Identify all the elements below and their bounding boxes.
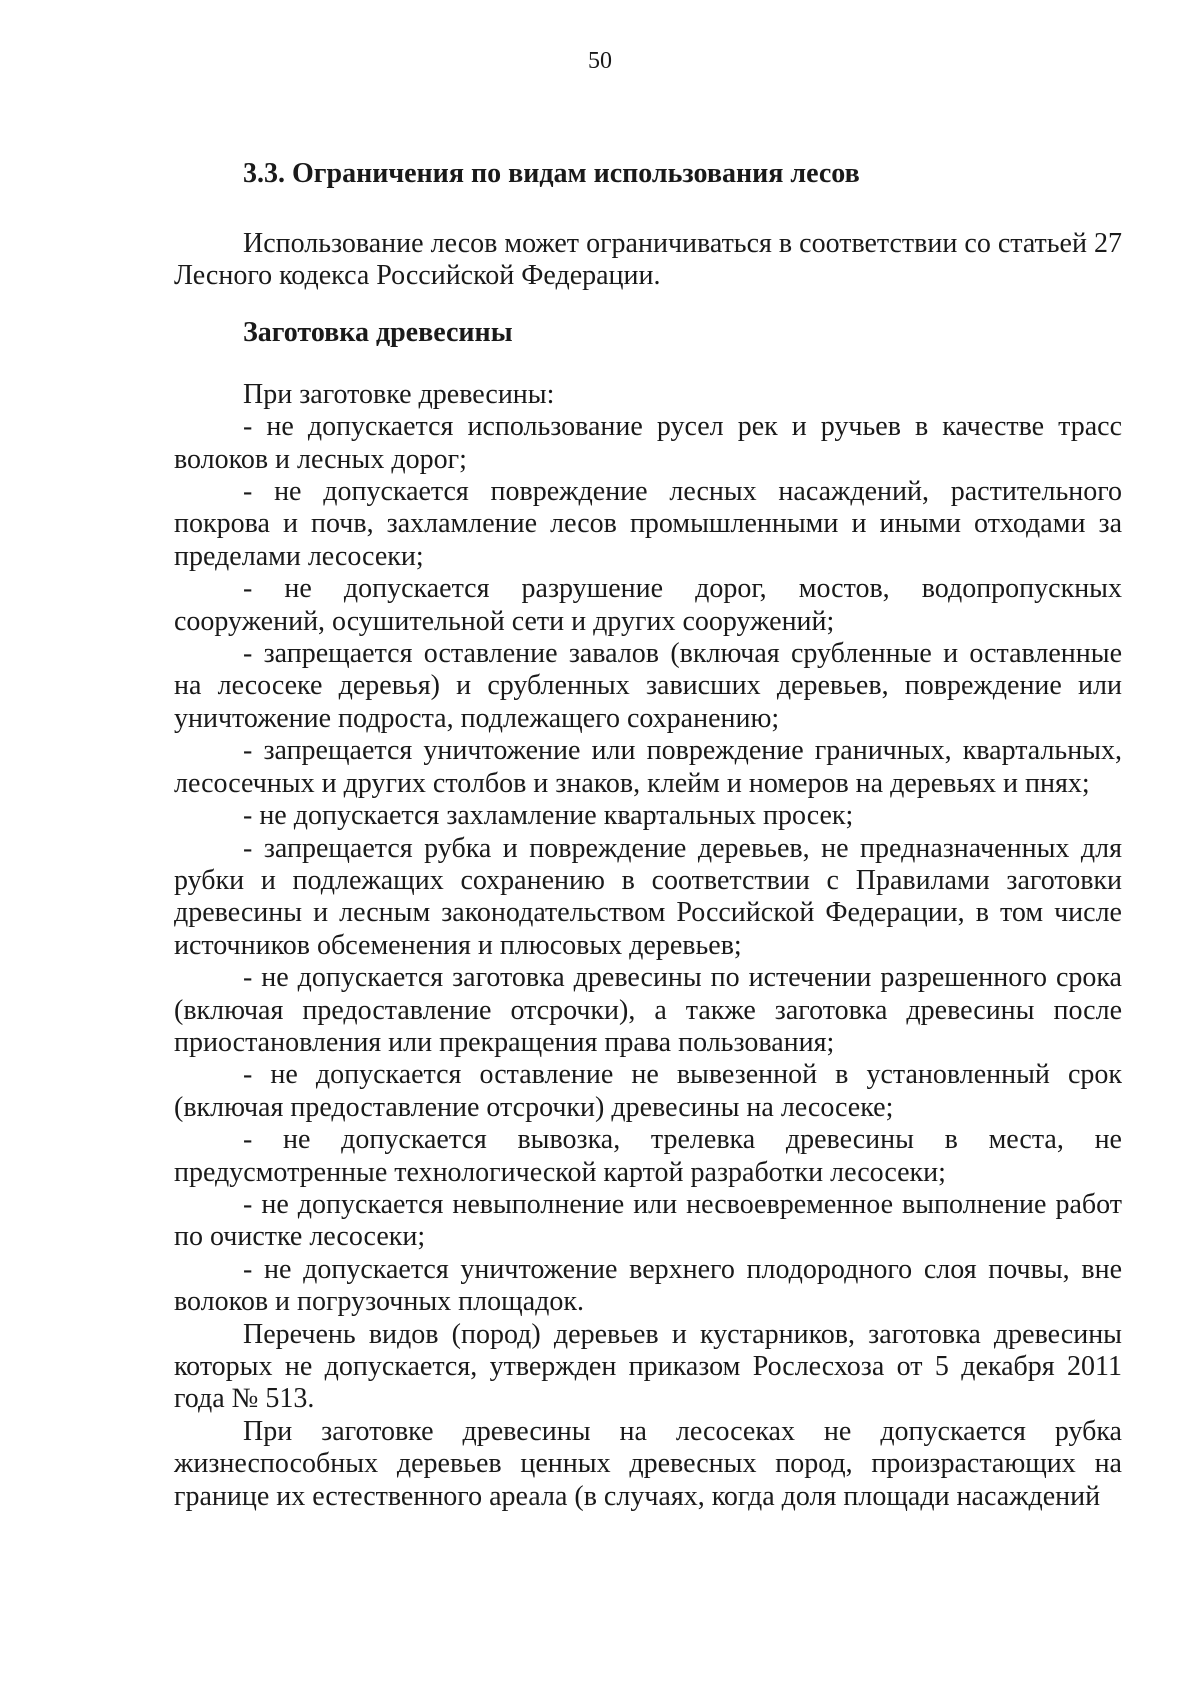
list-item: - не допускается уничтожение верхнего плодородного слоя почвы, вне волоков и погрузочных площадок. xyxy=(174,1253,1122,1318)
list-item: - запрещается уничтожение или повреждение граничных, квартальных, лесосечных и других столбов и знаков, клейм и номеров на деревьях и пнях; xyxy=(174,735,1122,799)
list-item: - не допускается разрушение дорог, мостов, водопропускных сооружений, осушительной сети и других сооружений; xyxy=(174,573,1122,637)
list-item: - не допускается вывозка, трелевка древесины в места, не предусмотренные технологической картой разработки лесосеки; xyxy=(174,1124,1122,1188)
list-item: - не допускается повреждение лесных насаждений, растительного покрова и почв, захламление лесов промышленными и иными отходами за пределами лесосеки; xyxy=(174,476,1122,572)
list-item: - запрещается оставление завалов (включая срубленные и оставленные на лесосеке деревья) и срубленных зависших деревьев, повреждение или уничтожение подроста, подлежащего сохранению; xyxy=(174,638,1122,734)
closing-paragraph: При заготовке древесины на лесосеках не допускается рубка жизнеспособных деревьев ценных древесных пород, произрастающих на границе их естественного ареала (в случаях, когда доля площади насаждений xyxy=(174,1415,1122,1512)
page-number: 50 xyxy=(588,48,612,74)
closing-paragraph: Перечень видов (пород) деревьев и кустарников, заготовка древесины которых не допускается, утвержден приказом Рослесхоза от 5 декабря 2011 года № 513. xyxy=(174,1318,1122,1415)
restrictions-list xyxy=(174,411,1122,1318)
page-content xyxy=(174,158,1122,1513)
list-item: - не допускается захламление квартальных просек; xyxy=(243,800,854,832)
list-item: - не допускается использование русел рек и ручьев в качестве трасс волоков и лесных дорог; xyxy=(174,411,1122,475)
lead-paragraph: При заготовке древесины: xyxy=(243,378,555,410)
list-item: - запрещается рубка и повреждение деревьев, не предназначенных для рубки и подлежащих сохранению в соответствии с Правилами заготовки древесины и лесным законодательством Российской Федерации, в том числе источников обсеменения и плюсовых деревьев; xyxy=(174,832,1122,961)
subsection-title: Заготовка древесины xyxy=(243,316,513,348)
list-item: - не допускается заготовка древесины по истечении разрешенного срока (включая предоставление отсрочки), а также заготовка древесины после приостановления или прекращения права пользования; xyxy=(174,962,1122,1058)
list-item: - не допускается невыполнение или несвоевременное выполнение работ по очистке лесосеки; xyxy=(174,1188,1122,1253)
list-item: - не допускается оставление не вывезенной в установленный срок (включая предоставление отсрочки) древесины на лесосеке; xyxy=(174,1059,1122,1123)
section-title: 3.3. Ограничения по видам использования лесов xyxy=(243,158,860,189)
intro-paragraph: Использование лесов может ограничиваться в соответствии со статьей 27 Лесного кодекса Российской Федерации. xyxy=(174,228,1122,292)
